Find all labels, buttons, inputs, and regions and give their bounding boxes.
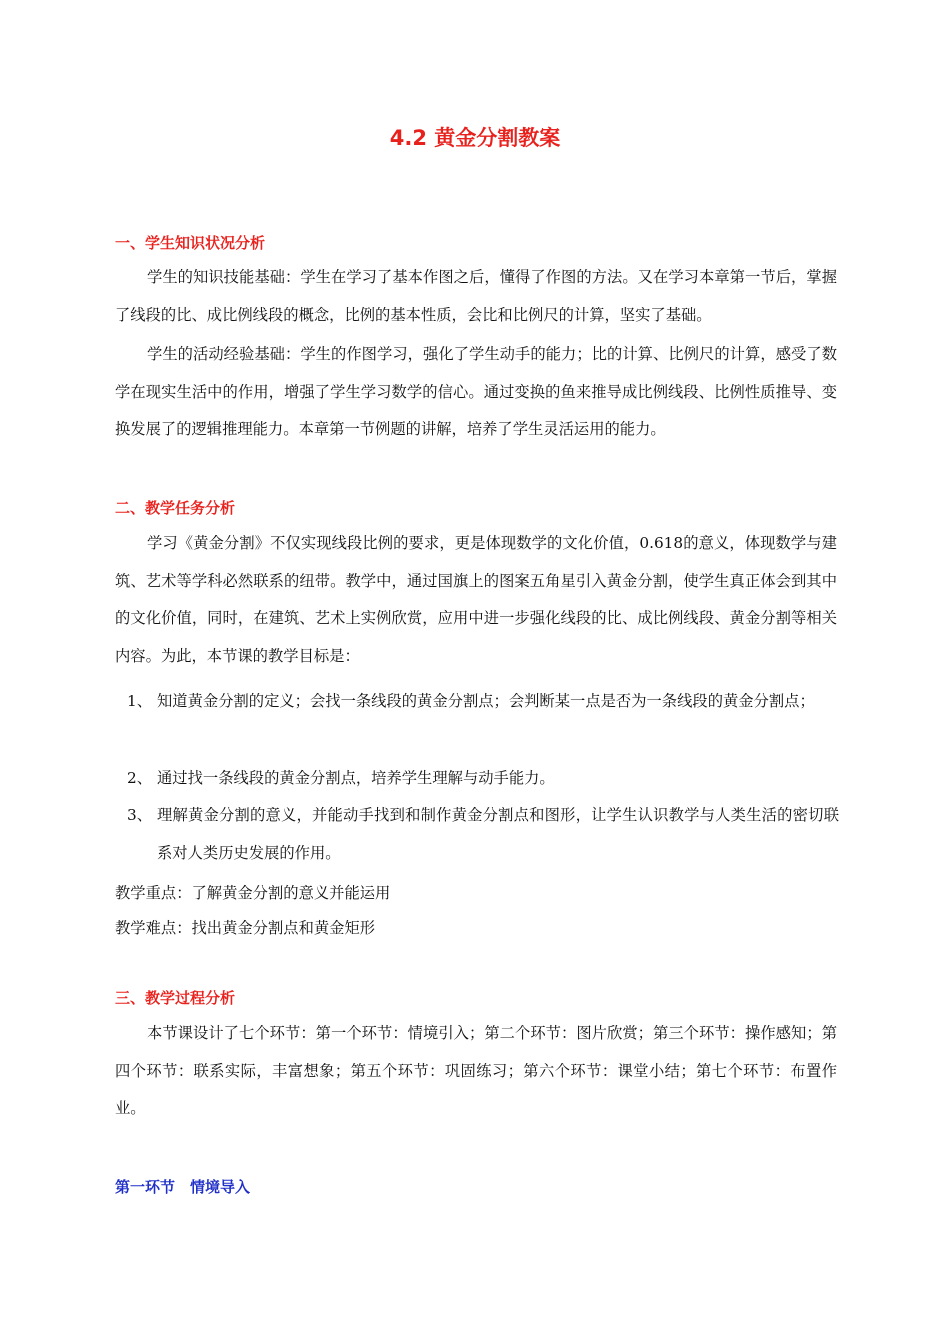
section-heading-task-analysis: 二、教学任务分析: [115, 499, 236, 517]
paragraph-process-overview: 本节课设计了七个环节：第一个环节：情境引入；第二个环节：图片欣赏；第三个环节：操作感知；第四个环节：联系实际，丰富想象；第五个环节：巩固练习；第六个环节：课堂小结；第七个环节：布置作业。: [115, 1024, 837, 1117]
teaching-difficulty: 教学难点：找出黄金分割点和黄金矩形: [115, 919, 376, 937]
step-heading-situation-intro: 第一环节 情境导入: [115, 1178, 251, 1196]
goal-number-1: 1、: [127, 692, 153, 710]
paragraph-task-analysis: 学习《黄金分割》不仅实现线段比例的要求，更是体现数学的文化价值，0.618的意义，体现数学与建筑、艺术等学科必然联系的纽带。教学中，通过国旗上的图案五角星引入黄金分割，使学生真正体会到其中的文化价值，同时，在建筑、艺术上实例欣赏，应用中进一步强化线段的比、成比例线段、黄金分割等相关内容。为此，本节课的教学目标是：: [115, 534, 837, 665]
document-title: 4.2 黄金分割教案: [389, 126, 561, 150]
goal-text-1: 知道黄金分割的定义；会找一条线段的黄金分割点；会判断某一点是否为一条线段的黄金分割点；: [157, 692, 815, 710]
section-heading-process-analysis: 三、教学过程分析: [115, 989, 236, 1007]
goal-text-3: 理解黄金分割的意义，并能动手找到和制作黄金分割点和图形，让学生认识教学与人类生活的密切联系对人类历史发展的作用。: [157, 806, 839, 862]
section-heading-student-knowledge: 一、学生知识状况分析: [115, 234, 266, 252]
goal-number-2: 2、: [127, 769, 153, 787]
goal-number-3: 3、: [127, 806, 153, 824]
goal-text-2: 通过找一条线段的黄金分割点，培养学生理解与动手能力。: [157, 769, 555, 787]
teaching-key-point: 教学重点：了解黄金分割的意义并能运用: [115, 884, 391, 902]
paragraph-activity-experience: 学生的活动经验基础：学生的作图学习，强化了学生动手的能力；比的计算、比例尺的计算，感受了数学在现实生活中的作用，增强了学生学习数学的信心。通过变换的鱼来推导成比例线段、比例性质推导、变换发展了的逻辑推理能力。本章第一节例题的讲解，培养了学生灵活运用的能力。: [115, 345, 837, 438]
paragraph-knowledge-foundation: 学生的知识技能基础：学生在学习了基本作图之后，懂得了作图的方法。又在学习本章第一节后，掌握了线段的比、成比例线段的概念，比例的基本性质，会比和比例尺的计算，坚实了基础。: [115, 268, 837, 324]
